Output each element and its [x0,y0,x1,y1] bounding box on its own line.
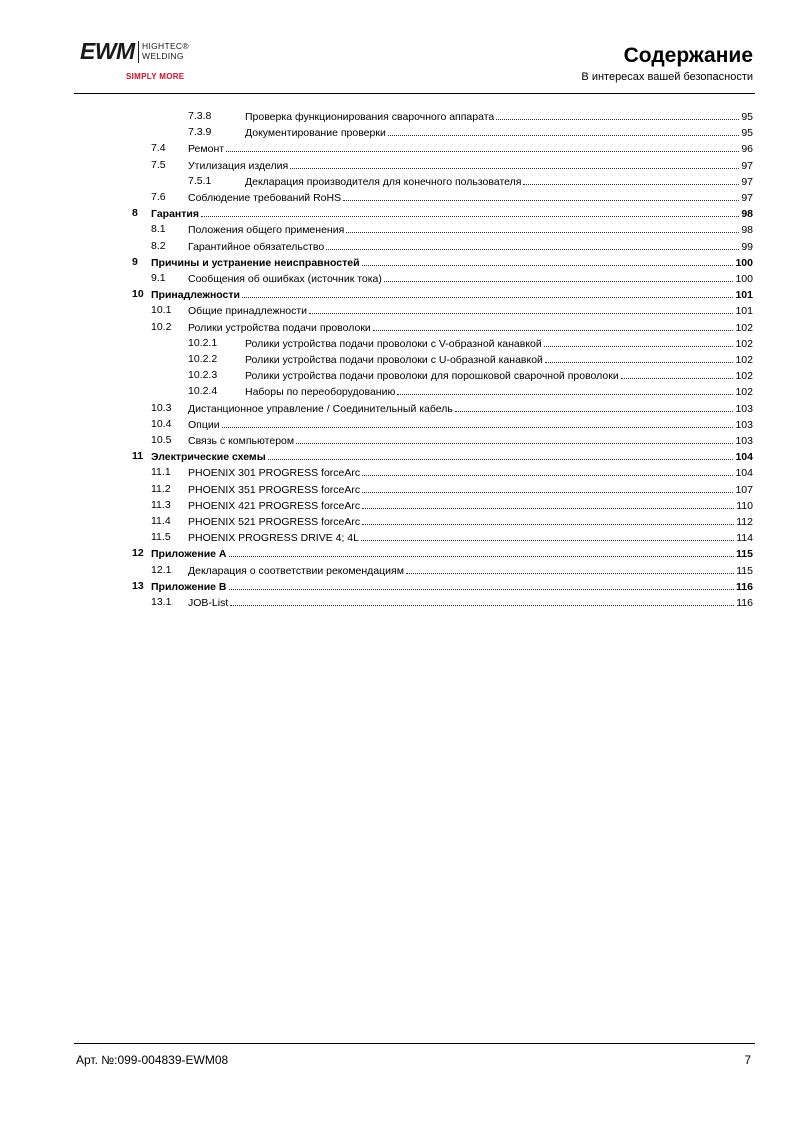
toc-entry[interactable] [0,497,793,513]
toc-leader-dots [523,173,739,185]
toc-leader-dots [326,238,739,250]
toc-entry-page: 101 [735,289,753,302]
toc-entry-title: Опции [188,418,220,431]
toc-entry[interactable] [0,562,793,578]
toc-entry-number: 7.3.8 [188,110,212,122]
toc-entry-title: Ролики устройства подачи проволоки с V-образной канавкой [245,337,542,350]
toc-leader-dots [496,108,739,120]
toc-leader-dots [362,513,734,525]
toc-entry-title: Причины и устранение неисправностей [151,256,360,269]
toc-leader-dots [384,270,734,282]
toc-entry[interactable] [0,286,793,302]
toc-leader-dots [406,562,734,574]
toc-entry-number: 9.1 [151,272,166,284]
toc-leader-dots [397,383,733,395]
toc-entry-number: 7.3.9 [188,126,212,139]
toc-entry-title: PHOENIX 521 PROGRESS forceArc [188,516,361,528]
toc-entry-number: 8.1 [151,223,166,236]
toc-entry-page: 115 [736,548,753,561]
toc-entry[interactable] [0,189,793,205]
toc-entry-title: Ролики устройства подачи проволоки для порошковой сварочной проволоки [245,370,619,383]
toc-entry-title: Соблюдение требований RoHS [188,192,342,204]
toc-entry-number: 10.2.2 [188,353,218,365]
toc-leader-dots [362,497,734,509]
toc-leader-dots [362,464,733,476]
toc-entry[interactable] [0,205,793,221]
toc-entry-number: 7.6 [151,191,166,203]
toc-entry-title: PHOENIX PROGRESS DRIVE 4; 4L [188,532,359,545]
toc-entry-page: 110 [736,499,753,512]
page-title: Содержание [623,44,753,67]
toc-entry[interactable] [0,367,793,383]
toc-entry-page: 116 [736,597,753,609]
logo-brand: EWM [80,38,135,64]
toc-leader-dots [621,367,734,379]
toc-entry-page: 98 [741,224,753,237]
toc-entry-number: 10.2.4 [188,385,218,398]
toc-entry-title: Гарантийное обязательство [188,240,325,253]
toc-entry[interactable] [0,335,793,351]
toc-entry-page: 102 [735,321,753,334]
toc-leader-dots [388,124,740,136]
toc-entry-number: 11.5 [151,531,171,544]
page-number: 7 [744,1053,751,1067]
toc-entry-page: 104 [735,451,753,464]
toc-leader-dots [230,594,734,606]
toc-entry[interactable] [0,221,793,237]
toc-entry-number: 12.1 [151,563,172,576]
toc-entry-title: Утилизация изделия [188,159,289,172]
toc-entry-page: 112 [736,516,753,528]
toc-leader-dots [361,529,734,541]
toc-entry-number: 13.1 [151,596,172,608]
toc-entry-page: 98 [741,208,753,221]
toc-entry[interactable] [0,400,793,416]
logo-line2: WELDING [142,51,184,61]
toc-leader-dots [242,286,733,298]
toc-entry-title: Приложение B [151,580,227,593]
toc-entry-number: 7.5 [151,158,166,171]
toc-entry-number: 9 [132,255,138,268]
toc-entry-title: Общие принадлежности [188,305,308,318]
toc-entry-page: 102 [735,337,753,350]
toc-leader-dots [268,448,734,460]
toc-entry-number: 11.2 [151,482,171,495]
toc-entry[interactable] [0,140,793,156]
toc-entry-number: 12 [132,547,144,560]
toc-entry-title: Наборы по переоборудованию [245,386,396,399]
toc-entry-number: 10.2.3 [188,369,218,382]
toc-entry-title: Гарантия [151,208,199,221]
toc-leader-dots [343,189,739,201]
toc-entry-title: Декларация производителя для конечного пользователя [245,175,522,188]
toc-entry-page: 114 [736,532,753,545]
toc-entry[interactable] [0,238,793,254]
toc-entry-page: 97 [741,175,753,188]
toc-entry-number: 10.2 [151,320,172,333]
toc-entry-number: 8 [132,207,138,220]
toc-entry-title: JOB-List [188,597,229,609]
toc-entry-page: 95 [741,111,753,123]
toc-leader-dots [201,205,739,217]
toc-leader-dots [544,335,734,347]
toc-leader-dots [455,400,734,412]
toc-entry-page: 104 [735,467,753,480]
toc-leader-dots [373,319,734,331]
toc-entry-title: Принадлежности [151,289,240,302]
toc-entry-number: 10.1 [151,304,172,317]
toc-entry-number: 11.3 [151,498,171,511]
toc-entry-page: 95 [741,127,753,140]
toc-entry[interactable] [0,319,793,335]
toc-entry-number: 10.5 [151,434,172,446]
toc-entry[interactable] [0,529,793,545]
toc-entry-title: PHOENIX 301 PROGRESS forceArc [188,467,361,480]
toc-entry-page: 97 [741,192,753,204]
toc-entry-title: Сообщения об ошибках (источник тока) [188,273,382,285]
toc-entry-page: 103 [735,435,753,447]
toc-entry[interactable] [0,513,793,529]
toc-entry-title: Связь с компьютером [188,435,295,447]
toc-entry-title: Проверка функционирования сварочного аппарата [245,111,495,123]
page-subtitle: В интересах вашей безопасности [581,71,753,83]
toc-entry-title: Приложение A [151,548,227,561]
toc-entry-page: 116 [736,580,753,593]
toc-entry-page: 102 [735,354,753,366]
toc-entry[interactable] [0,124,793,140]
toc-leader-dots [222,416,734,428]
toc-entry-title: Ролики устройства подачи проволоки с U-образной канавкой [245,354,543,366]
toc-leader-dots [346,221,739,233]
toc-entry-page: 102 [735,370,753,383]
toc-leader-dots [229,578,735,590]
toc-entry-number: 11.1 [151,466,171,479]
toc-leader-dots [362,481,733,493]
toc-entry-title: PHOENIX 351 PROGRESS forceArc [188,483,361,496]
toc-leader-dots [229,545,735,557]
toc-entry-title: PHOENIX 421 PROGRESS forceArc [188,499,361,512]
toc-entry[interactable] [0,464,793,480]
toc-entry-number: 7.4 [151,142,166,155]
toc-entry-page: 107 [735,483,753,496]
toc-entry-number: 7.5.1 [188,174,212,187]
toc-entry-number: 11 [132,450,144,463]
toc-entry-page: 102 [735,386,753,399]
toc-entry-page: 99 [741,240,753,253]
toc-entry-number: 10.4 [151,417,172,430]
toc-entry-title: Декларация о соответствии рекомендациям [188,564,404,577]
toc-entry-number: 10.3 [151,401,172,414]
toc-entry[interactable] [0,270,793,286]
logo-hightec [142,41,189,61]
toc-leader-dots [296,432,733,444]
toc-entry-page: 101 [735,305,753,318]
toc-entry-title: Положения общего применения [188,224,345,237]
toc-entry[interactable] [0,173,793,189]
toc-entry[interactable] [0,302,793,318]
toc-leader-dots [545,351,734,363]
article-number: Арт. №:099-004839-EWM08 [76,1053,229,1067]
toc-entry-page: 115 [736,564,753,577]
toc-entry-page: 97 [741,159,753,172]
toc-entry[interactable] [0,108,793,124]
footer-divider [74,1043,755,1044]
toc-entry-number: 8.2 [151,239,166,252]
ewm-logo [80,36,230,84]
toc-entry-page: 103 [735,402,753,415]
toc-leader-dots [309,302,733,314]
toc-entry-page: 100 [735,256,753,269]
toc-entry-title: Ролики устройства подачи проволоки [188,321,371,334]
logo-divider [138,41,139,63]
toc-entry-title: Дистанционное управление / Соединительный кабель [188,402,453,415]
toc-entry-title: Ремонт [188,143,225,156]
toc-entry-page: 96 [741,143,753,156]
toc-entry[interactable] [0,448,793,464]
toc-leader-dots [226,140,739,152]
toc-entry[interactable] [0,545,793,561]
toc-entry[interactable] [0,416,793,432]
toc-entry-title: Документирование проверки [245,127,386,140]
toc-entry-number: 10.2.1 [188,336,218,349]
toc-leader-dots [290,157,739,169]
logo-line1: HIGHTEC® [142,41,189,51]
logo-tagline: SIMPLY MORE [126,72,185,81]
toc-entry-number: 10 [132,288,144,301]
toc-entry-number: 13 [132,579,144,592]
toc-entry[interactable] [0,594,793,610]
header-divider [74,93,755,94]
toc-entry[interactable] [0,383,793,399]
toc-entry[interactable] [0,157,793,173]
toc-entry-page: 103 [735,418,753,431]
toc-entry[interactable] [0,351,793,367]
toc-entry-number: 11.4 [151,515,171,527]
toc-entry[interactable] [0,578,793,594]
toc-entry-page: 100 [735,273,753,285]
toc-leader-dots [362,254,734,266]
toc-entry-title: Электрические схемы [151,451,266,464]
toc-entry[interactable] [0,481,793,497]
toc-entry[interactable] [0,432,793,448]
toc-entry[interactable] [0,254,793,270]
